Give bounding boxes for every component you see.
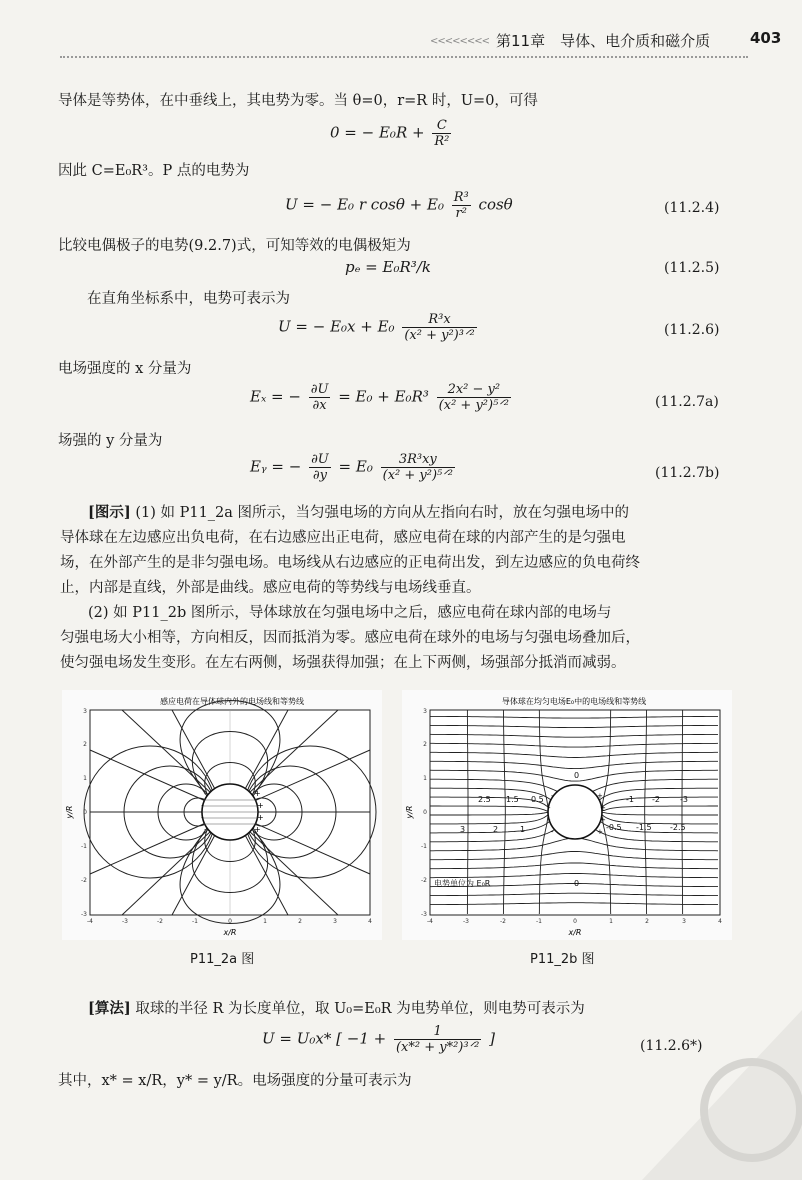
- figure-a-ytick: -2: [81, 877, 87, 884]
- figure-b-xtick: -3: [463, 918, 469, 925]
- eq7a-dden: ∂x: [312, 398, 327, 413]
- figure-b-yticks: [421, 708, 427, 918]
- contour-label: -3: [680, 795, 688, 804]
- contour-label: -1.5: [636, 823, 652, 832]
- eq7b-dden: ∂y: [312, 468, 327, 483]
- eq-number-11-2-5: (11.2.5): [664, 260, 720, 276]
- text-line-4: 在直角坐标系中，电势可表示为: [87, 291, 290, 307]
- figure-b-conductor-sphere: [548, 785, 602, 839]
- figure-b-xtick: -1: [536, 918, 542, 925]
- fig-p7: 使匀强电场发生变形。在左右两侧，场强获得加强；在上下两侧，场强部分抵消而减弱。: [60, 655, 626, 671]
- figure-b: [402, 690, 732, 940]
- contour-label: 1.5: [506, 795, 519, 804]
- figure-a-title: 感应电荷在导体球内外的电场线和等势线: [160, 697, 304, 706]
- eq7b-dnum: ∂U: [311, 452, 329, 467]
- figure-b-ytick: -2: [421, 877, 427, 884]
- eq0-lhs: 0 = − E₀R +: [330, 123, 425, 142]
- svg-text:-: -: [551, 792, 554, 800]
- figure-b-xtick: 4: [718, 918, 722, 925]
- eq4-num: R³: [453, 190, 469, 205]
- figure-a-xtick: 3: [333, 918, 337, 925]
- figure-a-caption: P11_2a 图: [190, 952, 255, 967]
- eq4-lhs: U = − E₀ r cosθ + E₀: [285, 195, 444, 214]
- equation-11-2-6: [278, 312, 480, 343]
- svg-text:+: +: [600, 804, 606, 812]
- contour-label: 3: [460, 825, 466, 834]
- figure-b-caption: P11_2b 图: [530, 952, 595, 967]
- figure-a-xtick: -1: [192, 918, 198, 925]
- contour-label: -2: [652, 795, 660, 804]
- svg-text:+: +: [597, 828, 603, 836]
- chapter-title: 第11章 导体、电介质和磁介质: [496, 32, 711, 50]
- equation-11-2-7a: [250, 382, 514, 413]
- contour-label: 0.5: [531, 795, 544, 804]
- figure-a-xlabel: x/R: [223, 928, 237, 937]
- equation-11-2-4: [285, 190, 513, 221]
- svg-text:+: +: [257, 813, 264, 822]
- figure-a-xtick: 2: [298, 918, 302, 925]
- eq0-den: R²: [434, 134, 450, 149]
- svg-text:-: -: [551, 828, 554, 836]
- contour-label: 0: [574, 771, 580, 780]
- svg-text:+: +: [254, 789, 261, 798]
- figure-b-ytick: -3: [421, 911, 427, 918]
- contour-label: -1: [626, 795, 634, 804]
- eq-number-11-2-6: (11.2.6): [664, 322, 720, 338]
- figure-b-title: 导体球在均匀电场E₀中的电场线和等势线: [501, 697, 647, 706]
- eq7a-mid: = E₀ + E₀R³: [338, 387, 429, 406]
- eq7a-den: (x² + y²)⁵ᐟ²: [438, 398, 509, 413]
- text-line-last: 其中，x* = x/R，y* = y/R。电场强度的分量可表示为: [58, 1073, 412, 1089]
- figure-a-ytick: -3: [81, 911, 87, 918]
- contour-label: 2: [493, 825, 499, 834]
- eq6s-num: 1: [394, 1024, 481, 1040]
- figure-a-yticks: [81, 708, 87, 918]
- figure-a-xtick: 4: [368, 918, 372, 925]
- eq7a-dnum: ∂U: [310, 382, 329, 397]
- equation-boundary: [330, 118, 454, 149]
- fig-p4: 止，内部是直线，外部是曲线。感应电荷的等势线与电场线垂直。: [60, 580, 481, 596]
- contour-label: -0.5: [606, 823, 622, 832]
- svg-text:+: +: [257, 801, 264, 810]
- figure-a-ylabel: y/R: [65, 805, 74, 819]
- figure-a-xtick: -2: [157, 918, 163, 925]
- fig-p6: 匀强电场大小相等，方向相反，因而抵消为零。感应电荷在球外的电场与匀强电场叠加后，: [60, 630, 640, 646]
- eq6-lhs: U = − E₀x + E₀: [278, 317, 395, 336]
- equation-11-2-6-star: [262, 1024, 495, 1055]
- contour-label: 0: [574, 879, 580, 888]
- fig-p3: 场，在外部产生的是非匀强电场。电场线从右边感应的正电荷出发，到左边感应的负电荷终: [60, 555, 640, 571]
- watermark-seal: [602, 920, 802, 1180]
- eq7a-num: 2x² − y²: [437, 382, 511, 398]
- figure-a-ytick: 1: [83, 775, 87, 782]
- eq7b-num: 3R³xy: [381, 452, 455, 468]
- figure-a-ytick: 3: [83, 708, 87, 715]
- header-divider: [60, 56, 748, 58]
- eq7b-lhs: Eᵧ = −: [250, 457, 302, 476]
- figure-a-ytick: -1: [81, 843, 87, 850]
- figure-a-ytick: 0: [83, 809, 87, 816]
- figure-b-xtick: 1: [609, 918, 613, 925]
- svg-text:-: -: [204, 789, 207, 798]
- page-number: 403: [750, 29, 782, 47]
- equation-11-2-5: pₑ = E₀R³/k: [345, 258, 431, 276]
- text-line-6: 场强的 y 分量为: [58, 433, 163, 449]
- figure-b-unit-note: 电势单位为 E₀R: [434, 879, 491, 888]
- eq4-den: r²: [455, 206, 467, 221]
- eq6-num: R³x: [402, 312, 476, 328]
- figure-b-ytick: 3: [423, 708, 427, 715]
- equation-11-2-7b: [250, 452, 458, 483]
- algorithm-paragraph: [88, 998, 585, 1020]
- svg-text:+: +: [597, 792, 603, 800]
- figure-b-ytick: -1: [421, 843, 427, 850]
- figure-b-ylabel: y/R: [405, 805, 414, 819]
- svg-text:-: -: [201, 801, 204, 810]
- figure-b-ytick: 0: [423, 809, 427, 816]
- fig-p2: 导体球在左边感应出负电荷，在右边感应出正电荷，感应电荷在球的内部产生的是匀强电: [60, 530, 626, 546]
- figure-a-xticks: [87, 918, 372, 925]
- figure-b-xtick: -2: [500, 918, 506, 925]
- alg-p1: 取球的半径 R 为长度单位，取 U₀=E₀R 为电势单位，则电势可表示为: [135, 1001, 585, 1017]
- eq-number-11-2-7b: (11.2.7b): [655, 465, 720, 481]
- figure-b-xtick: 2: [645, 918, 649, 925]
- contour-label: 2.5: [478, 795, 491, 804]
- figure-b-ytick: 2: [423, 741, 427, 748]
- fig-p5: (2) 如 P11_2b 图所示，导体球放在匀强电场中之后，感应电荷在球内部的电场与: [88, 605, 612, 621]
- svg-text:-: -: [201, 813, 204, 822]
- fig-label: [图示]: [88, 504, 131, 521]
- alg-label: [算法]: [88, 1000, 131, 1017]
- svg-text:+: +: [600, 816, 606, 824]
- figure-b-xtick: -4: [427, 918, 433, 925]
- svg-text:-: -: [204, 825, 207, 834]
- eq6-den: (x² + y²)³ᐟ²: [404, 328, 475, 343]
- eq7b-den: (x² + y²)⁵ᐟ²: [382, 468, 453, 483]
- figure-b-xtick: 0: [573, 918, 577, 925]
- text-line-2: 因此 C=E₀R³。P 点的电势为: [58, 163, 250, 179]
- figure-description: [60, 500, 640, 676]
- text-line-1: 导体是等势体，在中垂线上，其电势为零。当 θ=0，r=R 时，U=0，可得: [58, 93, 538, 109]
- svg-text:-: -: [548, 816, 551, 824]
- eq0-num: C: [432, 118, 451, 134]
- figure-a-xtick: -3: [122, 918, 128, 925]
- eq-number-11-2-6-star: (11.2.6*): [640, 1038, 703, 1054]
- figure-b-xtick: 3: [682, 918, 686, 925]
- figure-a-ytick: 2: [83, 741, 87, 748]
- eq6s-rhs: ]: [489, 1029, 495, 1048]
- eq7b-mid: = E₀: [338, 457, 373, 476]
- figure-a-xtick: -4: [87, 918, 93, 925]
- eq6s-lhs: U = U₀x* [ −1 +: [262, 1029, 387, 1048]
- figure-b-xlabel: x/R: [568, 928, 582, 937]
- figure-a: [62, 690, 382, 940]
- svg-text:+: +: [254, 825, 261, 834]
- svg-text:-: -: [548, 804, 551, 812]
- eq4-rhs: cosθ: [478, 195, 513, 214]
- figure-b-ytick: 1: [423, 775, 427, 782]
- eq-number-11-2-7a: (11.2.7a): [655, 394, 719, 410]
- header-arrows: <<<<<<<<: [430, 36, 490, 47]
- eq6s-den: (x*² + y*²)³ᐟ²: [395, 1040, 480, 1055]
- text-line-5: 电场强度的 x 分量为: [58, 361, 192, 377]
- eq7a-lhs: Eₓ = −: [250, 387, 301, 406]
- contour-label: 1: [520, 825, 526, 834]
- figure-a-xtick: 1: [263, 918, 267, 925]
- text-line-3: 比较电偶极子的电势(9.2.7)式，可知等效的电偶极矩为: [58, 238, 411, 254]
- fig-p1: (1) 如 P11_2a 图所示，当匀强电场的方向从左指向右时，放在匀强电场中的: [135, 505, 630, 521]
- figure-a-xtick: 0: [228, 918, 232, 925]
- contour-label: -2.5: [670, 823, 686, 832]
- eq-number-11-2-4: (11.2.4): [664, 200, 720, 216]
